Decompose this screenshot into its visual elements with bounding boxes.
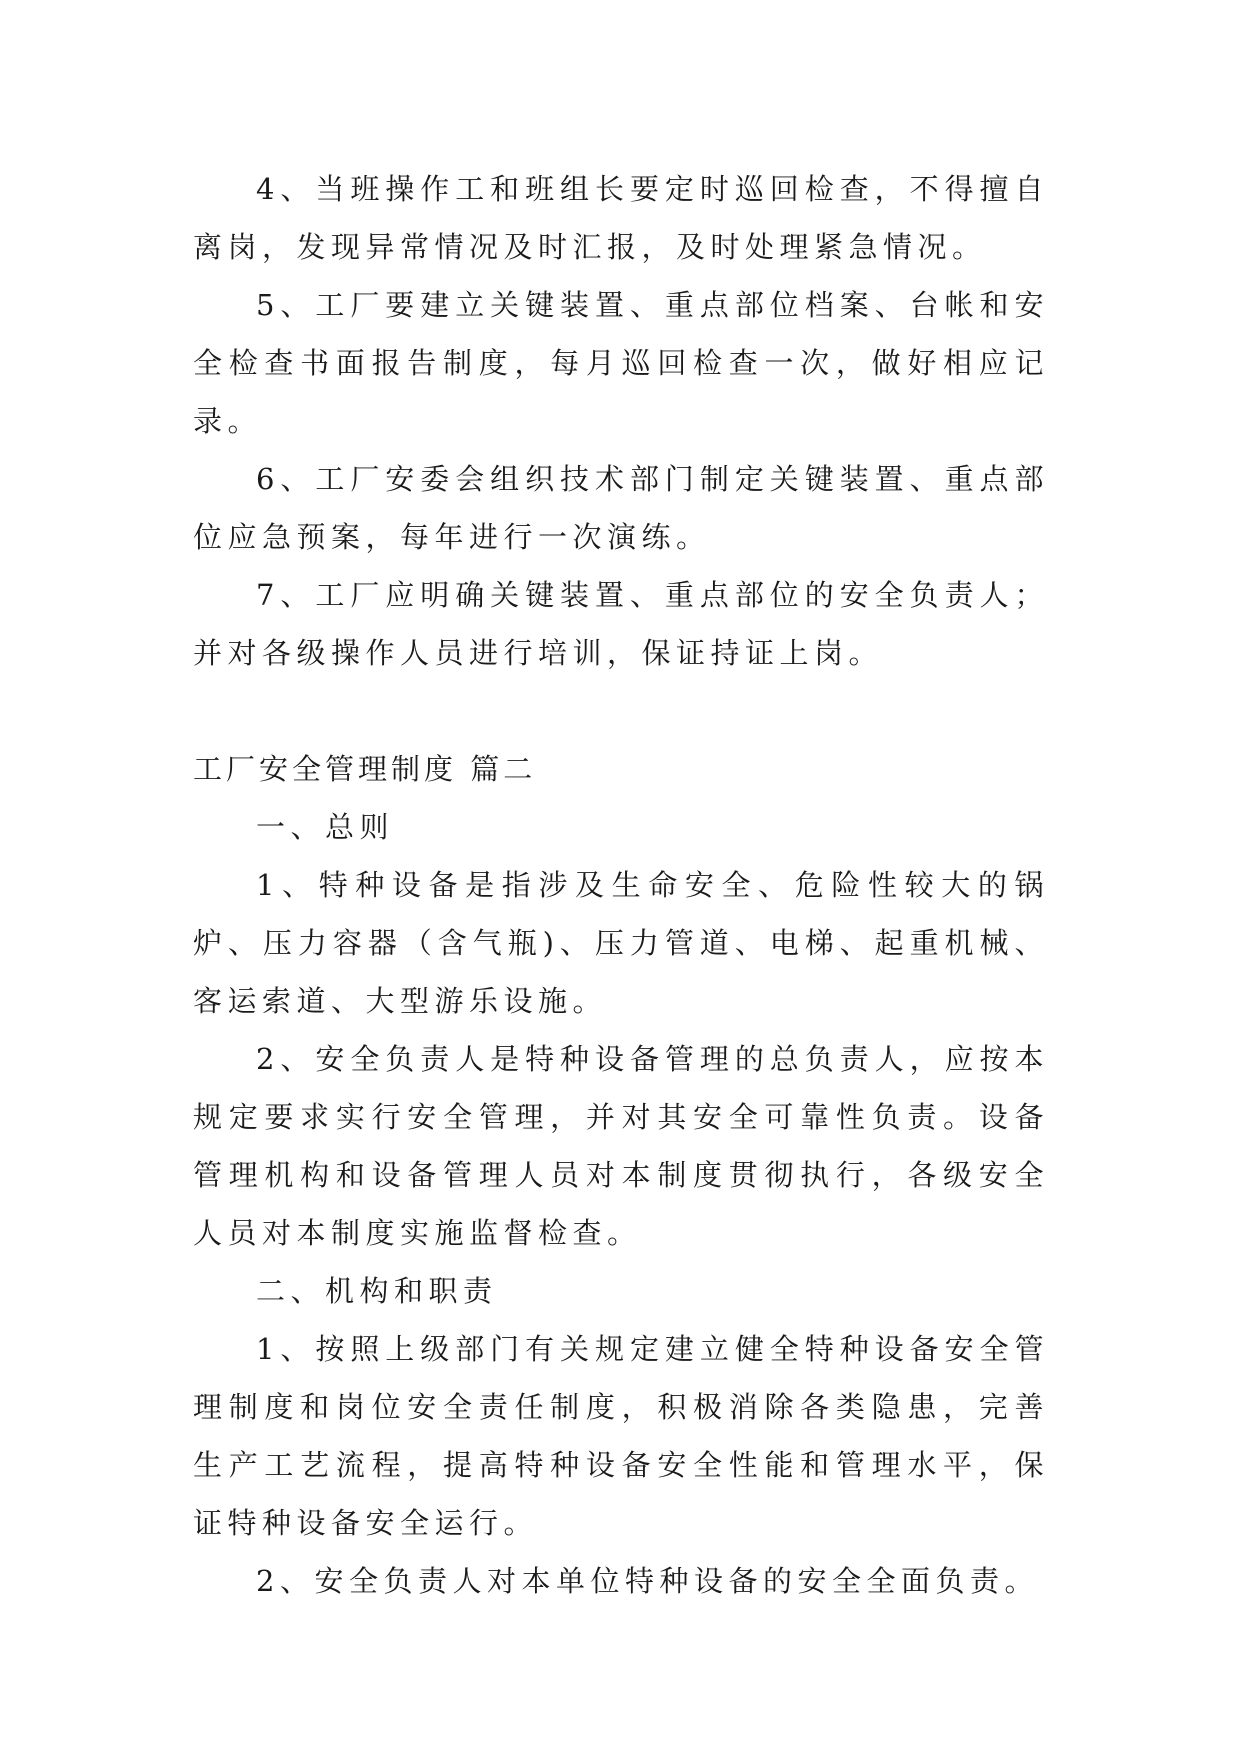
general-heading: 一、总则: [256, 810, 395, 844]
section-spacer: [193, 682, 1049, 740]
general-item-2: 2、安全负责人是特种设备管理的总负责人，应按本规定要求实行安全管理，并对其安全可靠性负责。设备管理机构和设备管理人员对本制度贯彻执行，各级安全人员对本制度实施监督检查。: [193, 1042, 1049, 1250]
section-title: 工厂安全管理制度 篇二: [193, 752, 537, 786]
paragraph-item-6: 6、工厂安委会组织技术部门制定关键装置、重点部位应急预案，每年进行一次演练。: [193, 462, 1049, 554]
paragraph-item-7: 7、工厂应明确关键装置、重点部位的安全负责人；并对各级操作人员进行培训，保证持证上岗。: [193, 578, 1049, 670]
org-item-1: 1、按照上级部门有关规定建立健全特种设备安全管理制度和岗位安全责任制度，积极消除各类隐患，完善生产工艺流程，提高特种设备安全性能和管理水平，保证特种设备安全运行。: [193, 1332, 1049, 1540]
general-item-1: 1、特种设备是指涉及生命安全、危险性较大的锅炉、压力容器（含气瓶)、压力管道、电梯、起重机械、客运索道、大型游乐设施。: [193, 868, 1049, 1018]
paragraph-item-5: 5、工厂要建立关键装置、重点部位档案、台帐和安全检查书面报告制度，每月巡回检查一次，做好相应记录。: [193, 288, 1049, 438]
document-body: [193, 160, 1049, 1610]
org-heading: 二、机构和职责: [256, 1274, 498, 1308]
org-item-2: 2、安全负责人对本单位特种设备的安全全面负责。: [256, 1564, 1039, 1598]
paragraph-item-4: 4、当班操作工和班组长要定时巡回检查，不得擅自离岗，发现异常情况及时汇报，及时处理紧急情况。: [193, 172, 1049, 264]
